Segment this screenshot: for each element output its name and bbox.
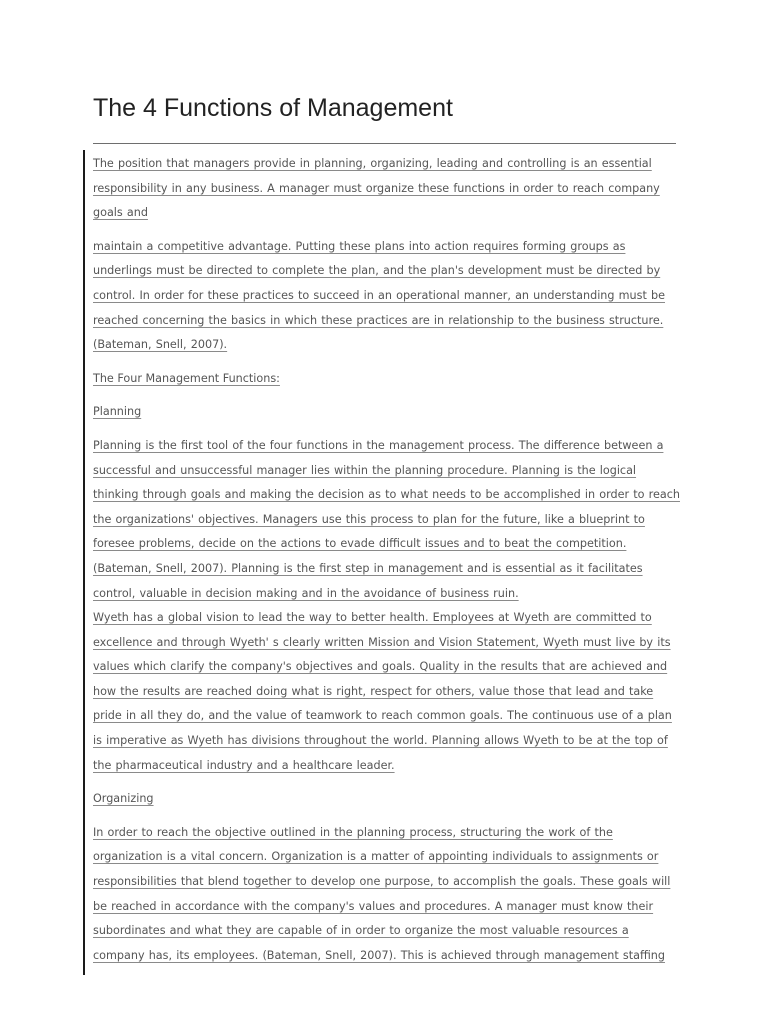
section-heading-organizing: Organizing: [93, 792, 154, 806]
section-heading-planning: Planning: [93, 405, 142, 419]
title-divider: [93, 143, 676, 144]
planning-paragraph: Planning is the first tool of the four functions in the management process. The difference between a successful and unsuccessful manager lies within the planning procedure. Planning is the logical thinking through goals and making the decision as to what needs to be accomplished in order to reach the organizations' objectives. Managers use this process to plan for the future, like a blueprint to foresee problems, decide on the actions to evade difficult issues and to beat the competition. (Bateman, Snell, 2007). Planning is the first step in management and is essential as it facilitates control, valuable in decision making and in the avoidance of business ruin.: [93, 438, 680, 600]
document-body: [93, 152, 683, 977]
section-heading-four-functions: The Four Management Functions:: [93, 371, 280, 385]
wyeth-planning-paragraph: Wyeth has a global vision to lead the way to better health. Employees at Wyeth are committed to excellence and through Wyeth' s clearly written Mission and Vision Statement, Wyeth must live by its values which clarify the company's objectives and goals. Quality in the results that are achieved and how the results are reached doing what is right, respect for others, value those that lead and take pride in all they do, and the value of teamwork to reach common goals. The continuous use of a plan is imperative as Wyeth has divisions throughout the world. Planning allows Wyeth to be at the top of the pharmaceutical industry and a healthcare leader.: [93, 611, 672, 772]
organizing-paragraph: In order to reach the objective outlined in the planning process, structuring the work of the organization is a vital concern. Organization is a matter of appointing individuals to assignments or responsibilities that blend together to develop one purpose, to accomplish the goals. These goals will be reached in accordance with the company's values and procedures. A manager must know their subordinates and what they are capable of in order to organize the most valuable resources a company has, its employees. (Bateman, Snell, 2007). This is achieved through management staffing: [93, 825, 671, 962]
left-margin-bar: [83, 150, 85, 975]
intro-paragraph: The position that managers provide in planning, organizing, leading and controlling is an essential responsibility in any business. A manager must organize these functions in order to reach company goals and: [93, 157, 660, 220]
page-title: The 4 Functions of Management: [93, 94, 453, 122]
intro-paragraph-continued: maintain a competitive advantage. Putting these plans into action requires forming groups as underlings must be directed to complete the plan, and the plan's development must be directed by control. In order for these practices to succeed in an operational manner, an understanding must be reached concerning the basics in which these practices are in relationship to the business structure. (Bateman, Snell, 2007).: [93, 239, 665, 352]
